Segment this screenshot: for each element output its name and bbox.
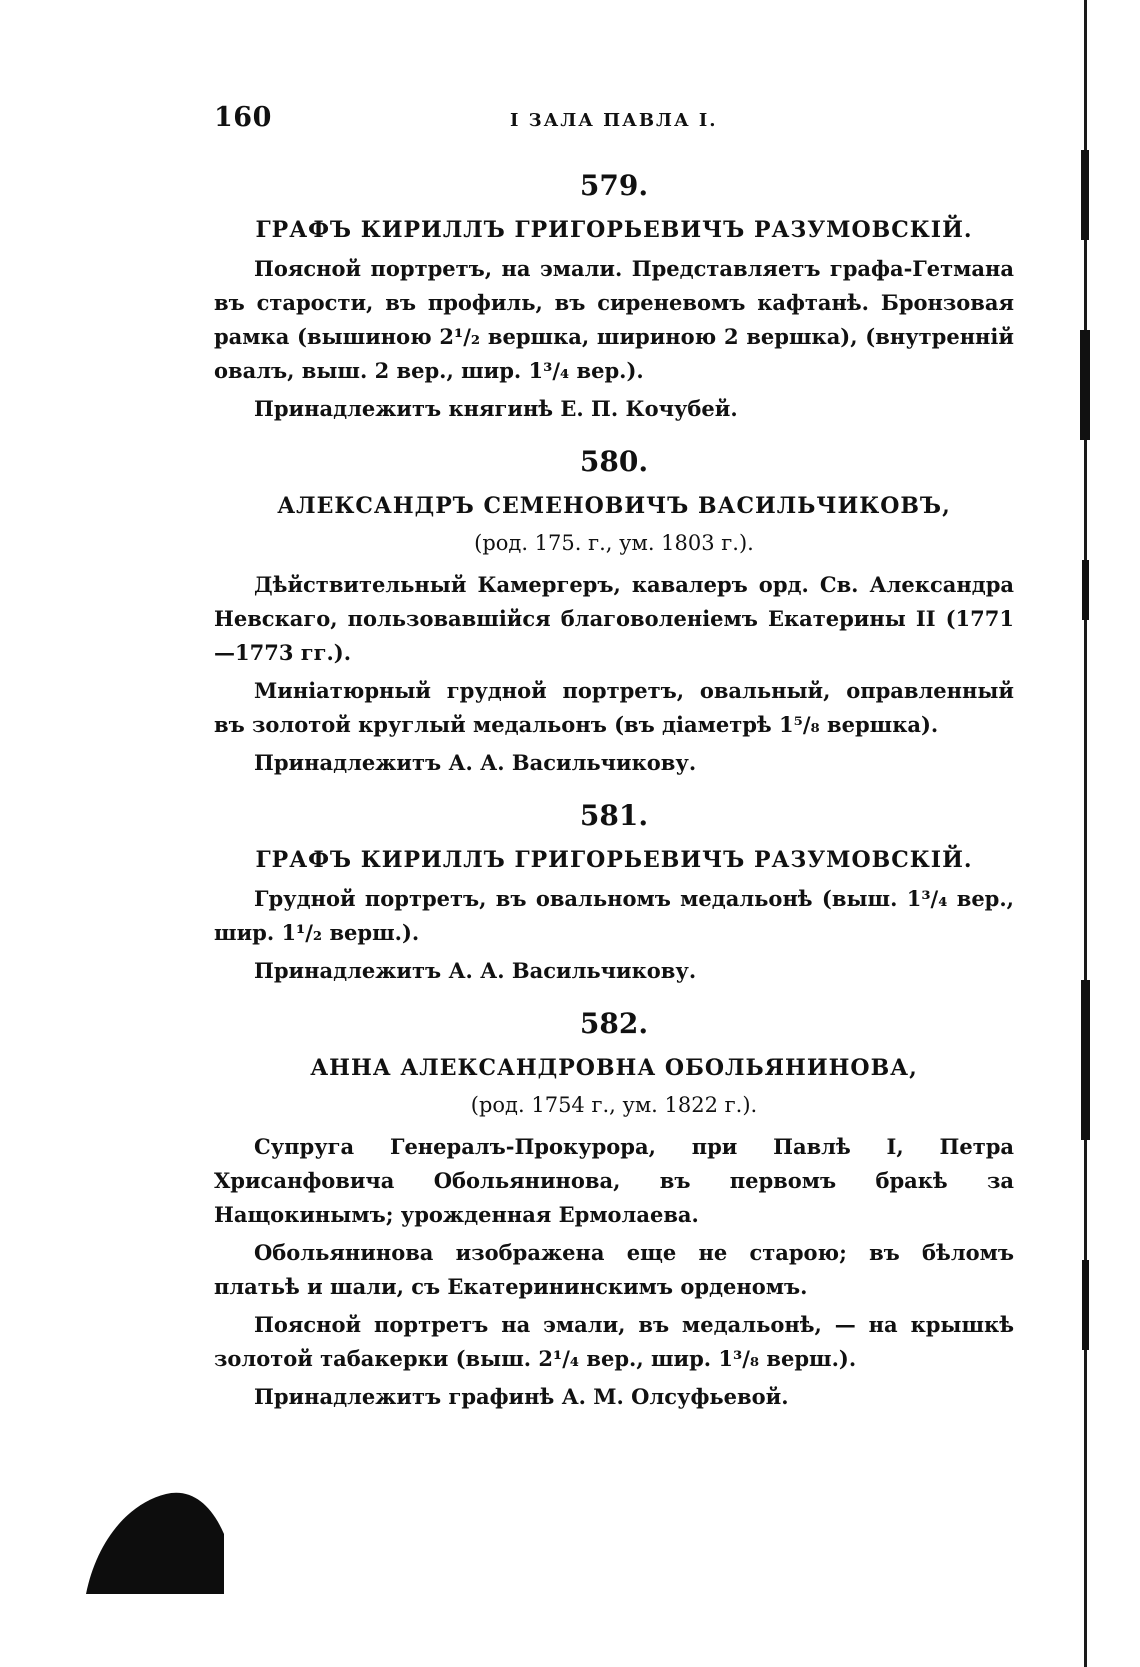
catalog-entry-582 [214,1006,1014,1414]
scan-binding-edge [1078,0,1092,1667]
entry-owner: Принадлежитъ А. А. Васильчикову. [254,958,697,983]
entry-owner: Принадлежитъ княгинѣ Е. П. Кочубей. [254,396,738,421]
entry-number: 582. [579,1007,649,1040]
entry-description: Грудной портретъ, въ овальномъ медальонѣ (выш. 1³/₄ вер., шир. 1¹/₂ верш.). [214,886,1014,945]
entry-number: 580. [579,445,649,478]
entry-dates: (род. 1754 г., ум. 1822 г.). [470,1093,758,1117]
entry-description: Миніатюрный грудной портретъ, овальный, оправленный въ золотой круглый медальонъ (въ діаметрѣ 1⁵/₈ вершка). [214,678,1014,737]
entry-owner: Принадлежитъ графинѣ А. М. Олсуфьевой. [254,1384,789,1409]
entry-description: Поясной портретъ, на эмали. Представляетъ графа-Гетмана въ старости, въ профиль, въ сиреневомъ кафтанѣ. Бронзовая рамка (вышиною 2¹/₂ вершка, шириною 2 вершка), (внутренній овалъ, выш. 2 вер., шир. 1³/₄ вер.). [214,256,1014,383]
entry-description: Поясной портретъ на эмали, въ медальонѣ, — на крышкѣ золотой табакерки (выш. 2¹/₄ вер., шир. 1³/₈ верш.). [214,1312,1014,1371]
scan-ink-blot [86,1474,224,1594]
entry-name: ГРАФЪ КИРИЛЛЪ ГРИГОРЬЕВИЧЪ РАЗУМОВСКІЙ. [255,217,973,243]
catalog-entries [214,168,1014,1432]
entry-owner: Принадлежитъ А. А. Васильчикову. [254,750,697,775]
catalog-entry-581 [214,798,1014,988]
entry-appearance: Обольянинова изображена еще не старою; въ бѣломъ платьѣ и шали, съ Екатерининскимъ орденомъ. [214,1240,1014,1299]
entry-number: 579. [579,169,649,202]
entry-bio: Дѣйствительный Камергеръ, кавалеръ орд. Св. Александра Невскаго, пользовавшійся благоволеніемъ Екатерины II (1771—1773 гг.). [214,572,1014,665]
entry-bio: Супруга Генералъ-Прокурора, при Павлѣ I, Петра Хрисанфовича Обольянинова, въ первомъ бракѣ за Нащокинымъ; урожденная Ермолаева. [214,1134,1014,1227]
entry-dates: (род. 175. г., ум. 1803 г.). [474,531,754,555]
entry-name: АННА АЛЕКСАНДРОВНА ОБОЛЬЯНИНОВА, [310,1055,918,1081]
running-head: I ЗАЛА ПАВЛА I. [510,110,718,131]
entry-name: ГРАФЪ КИРИЛЛЪ ГРИГОРЬЕВИЧЪ РАЗУМОВСКІЙ. [255,847,973,873]
catalog-entry-579 [214,168,1014,426]
page-number: 160 [214,102,272,133]
entry-name: АЛЕКСАНДРЪ СЕМЕНОВИЧЪ ВАСИЛЬЧИКОВЪ, [277,493,951,519]
entry-number: 581. [579,799,649,832]
catalog-entry-580 [214,444,1014,780]
page-header [214,102,1004,142]
